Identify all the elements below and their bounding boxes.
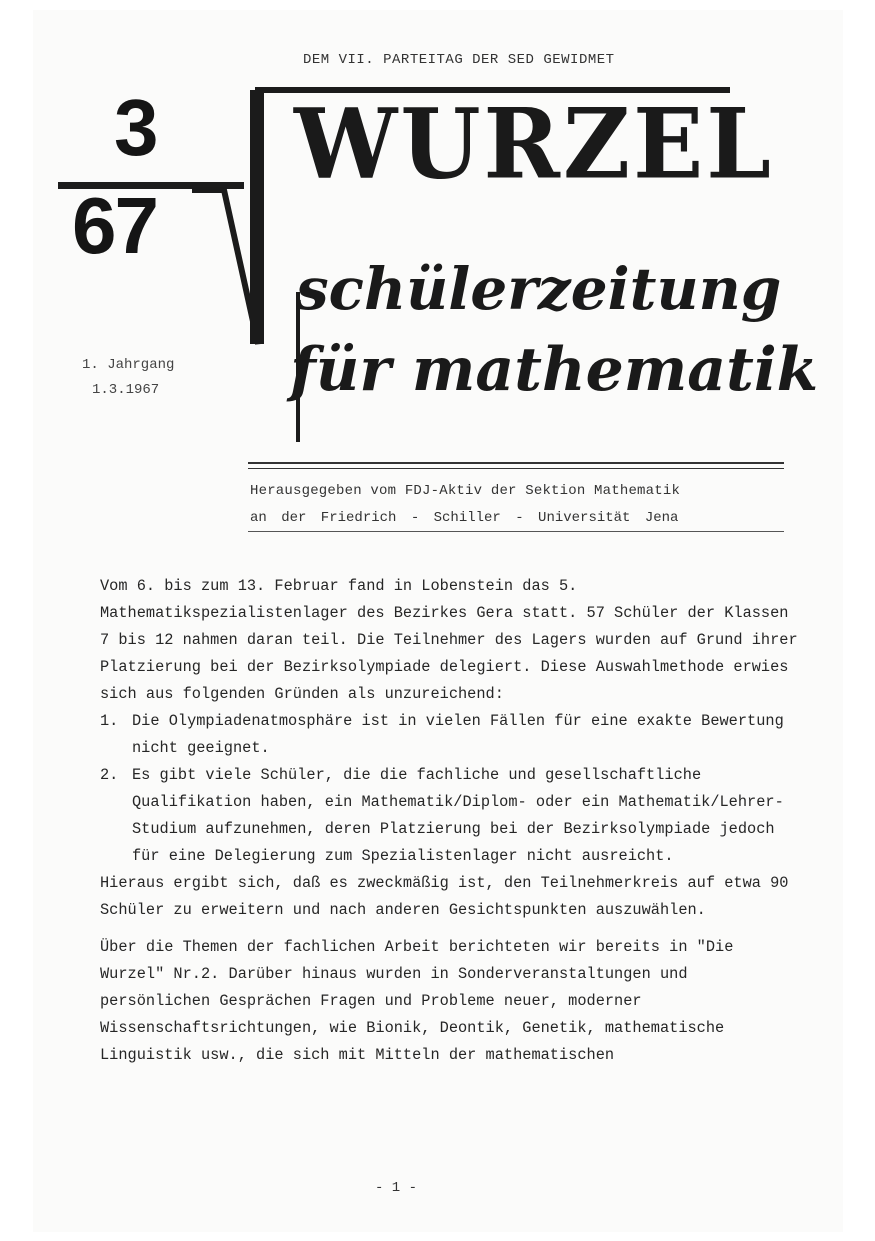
publisher-underline: [248, 531, 784, 532]
article-intro: Vom 6. bis zum 13. Februar fand in Lobenstein das 5. Mathematikspezialistenlager des Bezirkes Gera statt. 57 Schüler der Klassen 7 bis 12 nahmen daran teil. Die Teilnehmer des Lagers wurden auf Grund ihrer Platzierung bei der Bezirksolympiade delegiert. Diese Auswahlmethode erwies sich aus folgenden Gründen als unzureichend:: [100, 577, 798, 703]
issue-number: 3: [114, 83, 159, 172]
issue-date: 1.3.1967: [92, 382, 160, 398]
dedication-line: DEM VII. PARTEITAG DER SED GEWIDMET: [303, 52, 615, 68]
reason-text: Es gibt viele Schüler, die die fachliche und gesellschaftliche Qualifikation haben, ein Mathematik/Diplom- oder ein Mathematik/Lehrer-Studium aufzunehmen, deren Platzierung bei der Bezirksolympiade jedoch für eine Delegierung zum Spezialistenlager nicht ausreicht.: [132, 766, 784, 865]
issue-year: 67: [72, 181, 157, 270]
reason-item: [100, 762, 800, 870]
page-number: - 1 -: [375, 1180, 418, 1196]
publisher-line2: an der Friedrich - Schiller - Universität Jena: [250, 510, 679, 526]
article-conclusion: Hieraus ergibt sich, daß es zweckmäßig ist, den Teilnehmerkreis auf etwa 90 Schüler zu erweitern und nach anderen Gesichtspunkten auszuwählen.: [100, 874, 789, 919]
reason-text: Die Olympiadenatmosphäre ist in vielen Fällen für eine exakte Bewertung nicht geeignet.: [132, 712, 784, 757]
publisher-line1: Herausgegeben vom FDJ-Aktiv der Sektion Mathematik: [250, 483, 681, 499]
masthead-subtitle-line2: für mathematik: [290, 335, 819, 405]
article-body: [100, 573, 800, 1069]
volume-label: 1. Jahrgang: [82, 357, 175, 373]
publisher-top-rules: [248, 462, 784, 469]
reason-number: 1.: [100, 712, 119, 730]
masthead-title: WURZEL: [294, 87, 774, 201]
article-paragraph2: Über die Themen der fachlichen Arbeit berichteten wir bereits in "Die Wurzel" Nr.2. Darüber hinaus wurden in Sonderveranstaltungen und persönlichen Gesprächen Fragen und Probleme neuer, moderner Wissenschaftsrichtungen, wie Bionik, Deontik, Genetik, mathematische Linguistik usw., die sich mit Mitteln der mathematischen: [100, 938, 734, 1064]
reason-number: 2.: [100, 766, 119, 784]
reason-item: [100, 708, 800, 762]
masthead-subtitle-line1: schülerzeitung: [296, 255, 782, 323]
